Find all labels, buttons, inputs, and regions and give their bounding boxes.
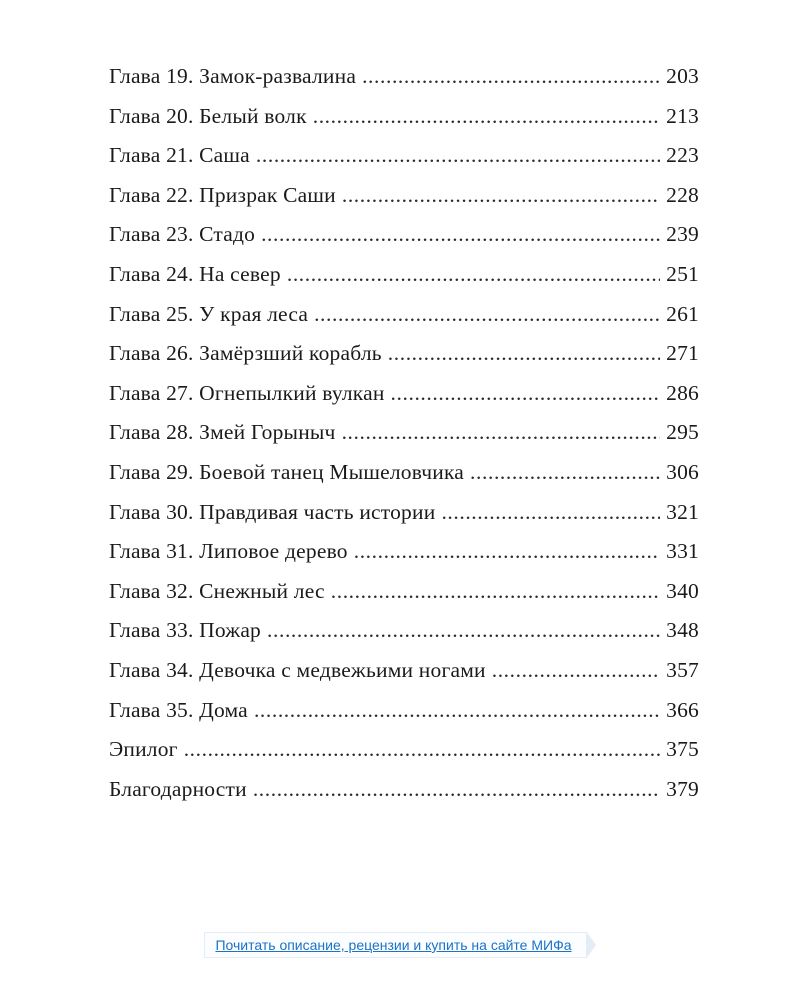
toc-entry bbox=[109, 777, 699, 817]
toc-entry-title: Эпилог bbox=[109, 737, 178, 762]
toc-entry bbox=[109, 381, 699, 421]
toc-entry-page: 295 bbox=[666, 420, 699, 445]
toc-entry-page: 271 bbox=[666, 341, 699, 366]
toc-entry-page: 203 bbox=[666, 64, 699, 88]
toc-entry-page: 306 bbox=[666, 459, 699, 484]
toc-entry-title: Глава 19. Замок-развалина bbox=[109, 64, 357, 88]
toc-entry bbox=[109, 341, 699, 381]
toc-entry bbox=[109, 698, 699, 738]
toc-leader-dots bbox=[253, 777, 660, 802]
toc-entry bbox=[109, 64, 699, 104]
toc-entry-page: 357 bbox=[666, 657, 699, 682]
toc-leader-dots bbox=[470, 460, 660, 485]
toc-entry-page: 321 bbox=[666, 499, 699, 524]
toc-entry bbox=[109, 500, 699, 540]
toc-entry-page: 348 bbox=[666, 618, 699, 643]
toc-leader-dots bbox=[354, 539, 660, 564]
toc-entry-title: Глава 24. На север bbox=[109, 261, 281, 286]
toc-entry-title: Глава 30. Правдивая часть истории bbox=[109, 499, 436, 524]
toc-entry bbox=[109, 262, 699, 302]
toc-entry-title: Глава 34. Девочка с медвежьими ногами bbox=[109, 657, 486, 682]
toc-entry bbox=[109, 302, 699, 342]
toc-leader-dots bbox=[267, 618, 660, 643]
toc-leader-dots bbox=[331, 579, 660, 604]
toc-entry bbox=[109, 460, 699, 500]
toc-entry-page: 228 bbox=[666, 182, 699, 207]
toc-entry-page: 251 bbox=[666, 261, 699, 286]
toc-entry bbox=[109, 104, 699, 144]
toc-entry bbox=[109, 618, 699, 658]
buy-on-site-link[interactable]: Почитать описание, рецензии и купить на сайте МИФа bbox=[204, 932, 585, 958]
toc-entry-title: Глава 33. Пожар bbox=[109, 618, 262, 643]
toc-leader-dots bbox=[441, 500, 660, 525]
toc-entry-page: 261 bbox=[666, 301, 699, 326]
toc-entry bbox=[109, 183, 699, 223]
toc-leader-dots bbox=[256, 143, 660, 168]
toc-entry-page: 213 bbox=[666, 103, 699, 128]
toc-entry-page: 239 bbox=[666, 222, 699, 247]
toc-leader-dots bbox=[362, 64, 660, 89]
toc-entry-title: Глава 23. Стадо bbox=[109, 222, 256, 247]
toc-leader-dots bbox=[388, 341, 660, 366]
toc-leader-dots bbox=[492, 658, 660, 683]
arrow-right-icon bbox=[586, 931, 596, 959]
toc-entry-page: 223 bbox=[666, 143, 699, 168]
toc-entry-page: 340 bbox=[666, 578, 699, 603]
toc-entry bbox=[109, 420, 699, 460]
toc-entry-title: Глава 25. У края леса bbox=[109, 301, 309, 326]
toc-entry bbox=[109, 579, 699, 619]
toc-entry-title: Глава 28. Змей Горыныч bbox=[109, 420, 336, 445]
toc-entry-page: 286 bbox=[666, 380, 699, 405]
toc-entry-title: Глава 32. Снежный лес bbox=[109, 578, 325, 603]
toc-leader-dots bbox=[342, 183, 660, 208]
footer-link-container bbox=[180, 930, 620, 960]
toc-entry-page: 379 bbox=[666, 776, 699, 801]
toc-entry bbox=[109, 539, 699, 579]
toc-leader-dots bbox=[314, 302, 660, 327]
toc-entry-title: Глава 22. Призрак Саши bbox=[109, 182, 336, 207]
toc-entry-title: Благодарности bbox=[109, 776, 247, 801]
toc-entry-title: Глава 31. Липовое дерево bbox=[109, 539, 348, 564]
toc-leader-dots bbox=[184, 737, 660, 762]
toc-entry bbox=[109, 658, 699, 698]
toc-entry-title: Глава 21. Саша bbox=[109, 143, 250, 168]
toc-entry-title: Глава 26. Замёрзший корабль bbox=[109, 341, 382, 366]
toc-entry-page: 331 bbox=[666, 539, 699, 564]
toc-entry bbox=[109, 143, 699, 183]
toc-leader-dots bbox=[261, 222, 660, 247]
table-of-contents bbox=[109, 64, 699, 816]
toc-leader-dots bbox=[254, 698, 660, 723]
toc-leader-dots bbox=[287, 262, 660, 287]
toc-entry-title: Глава 20. Белый волк bbox=[109, 103, 307, 128]
toc-entry-title: Глава 29. Боевой танец Мышеловчика bbox=[109, 459, 465, 484]
toc-entry bbox=[109, 222, 699, 262]
toc-leader-dots bbox=[391, 381, 661, 406]
toc-entry-page: 375 bbox=[666, 737, 699, 762]
toc-entry-title: Глава 35. Дома bbox=[109, 697, 248, 722]
toc-entry bbox=[109, 737, 699, 777]
toc-leader-dots bbox=[313, 104, 660, 129]
toc-leader-dots bbox=[342, 420, 661, 445]
toc-entry-title: Глава 27. Огнепылкий вулкан bbox=[109, 380, 385, 405]
toc-entry-page: 366 bbox=[666, 697, 699, 722]
